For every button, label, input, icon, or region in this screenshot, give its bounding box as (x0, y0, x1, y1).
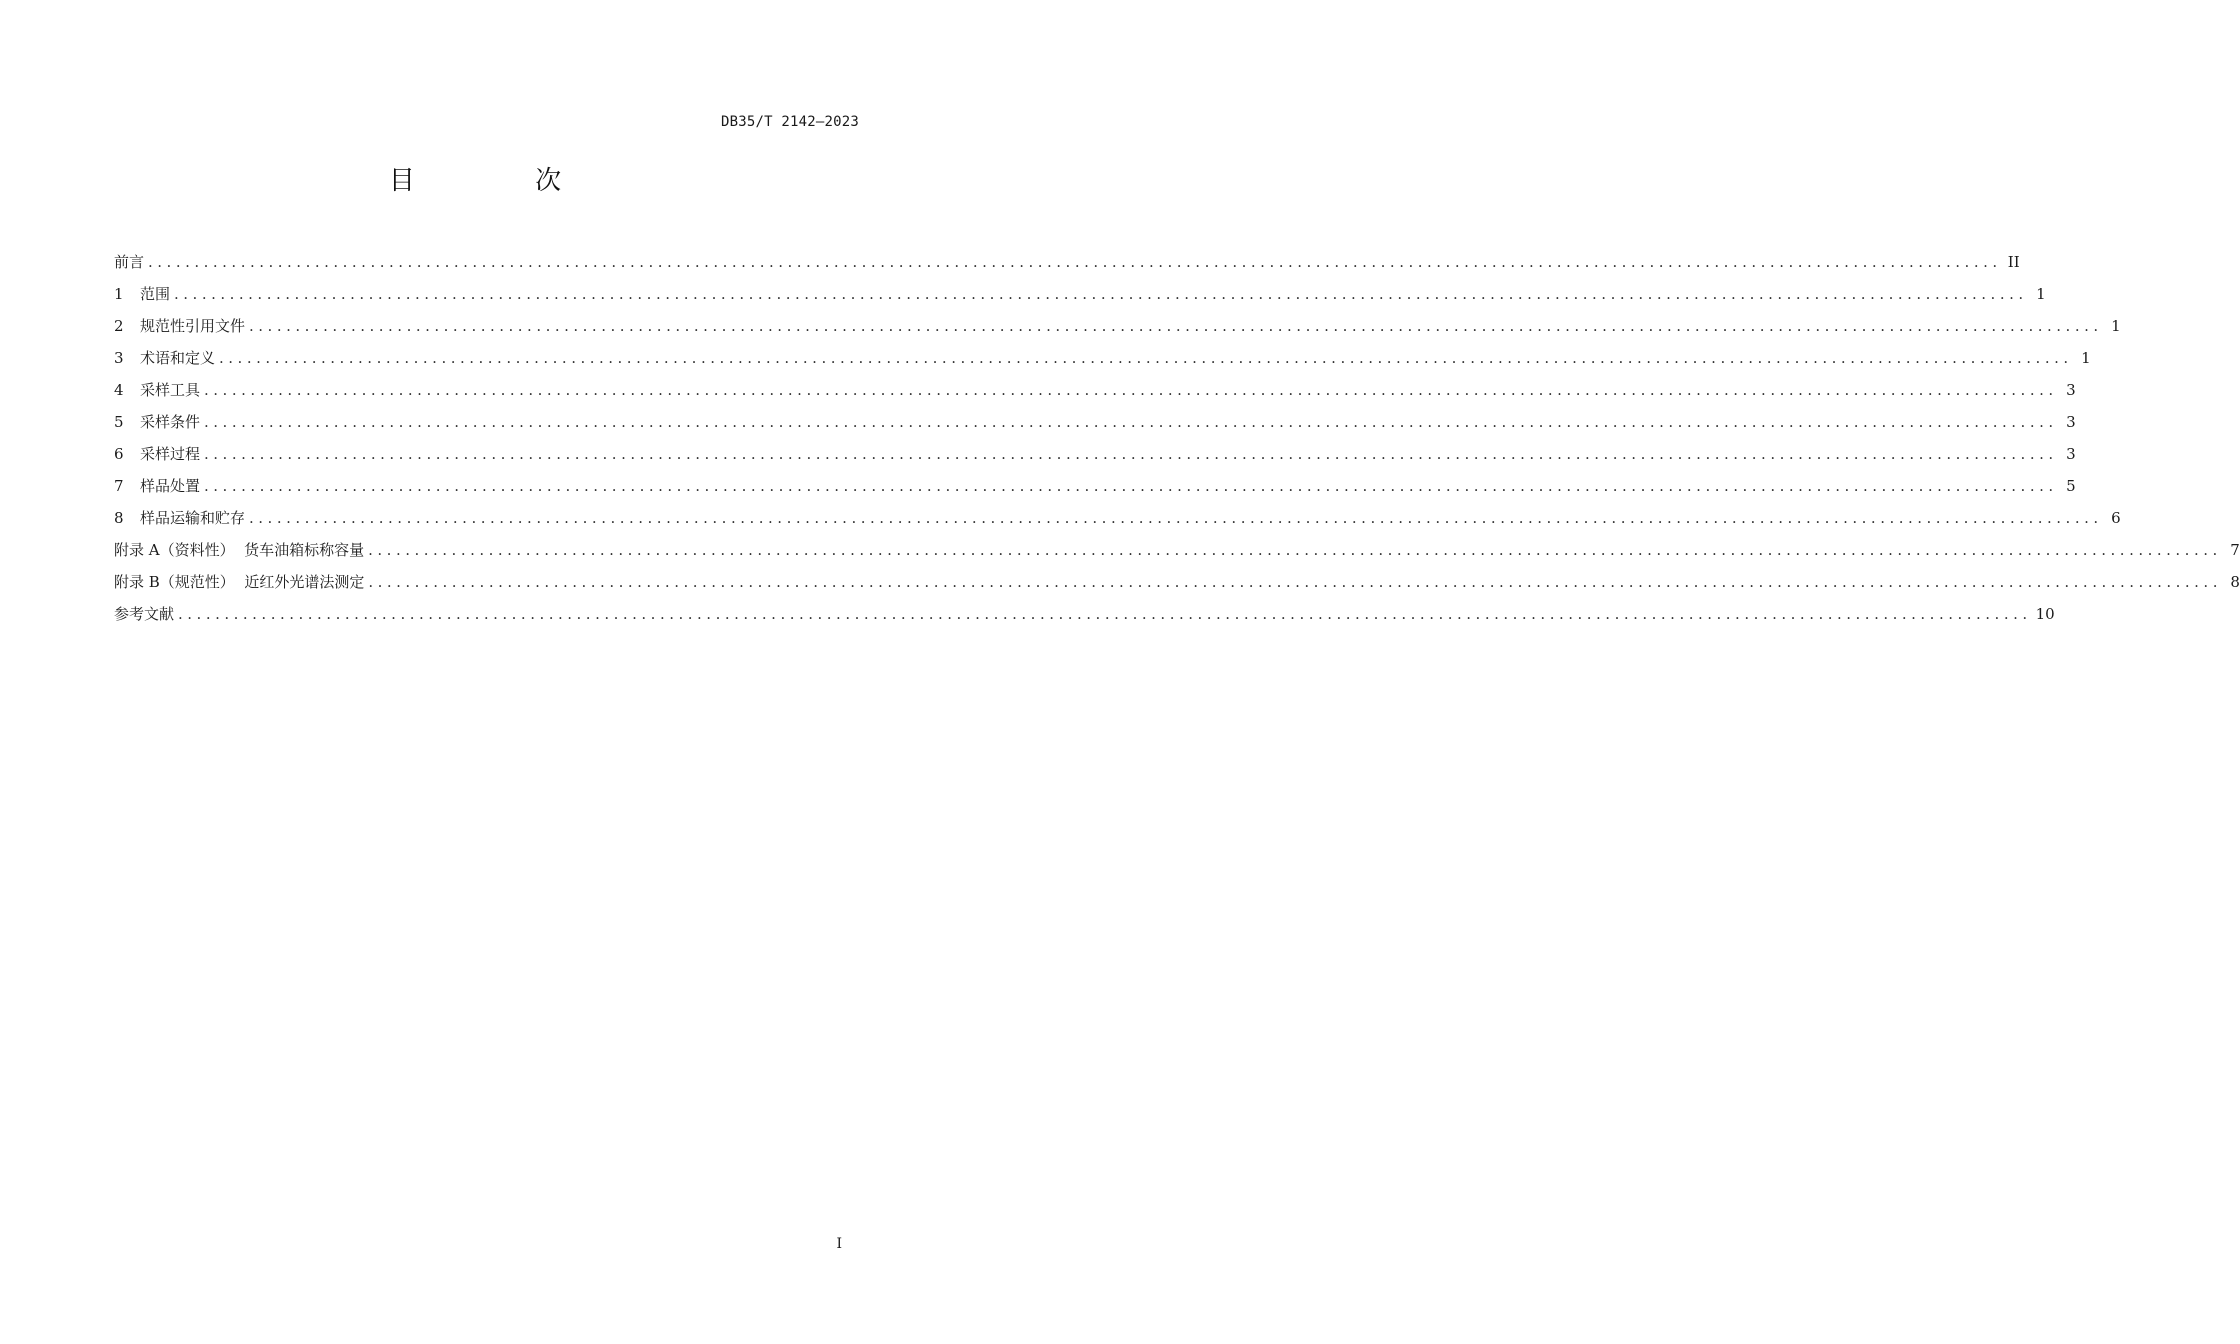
toc-item-page: 8 (2230, 573, 2240, 591)
toc-item-page: 1 (2036, 285, 2046, 303)
toc-item-label: 术语和定义 (140, 349, 216, 367)
toc-item-page: 7 (2230, 541, 2240, 559)
toc-item-label: 范围 (140, 285, 171, 303)
toc-item-label: 采样条件 (140, 413, 201, 431)
toc-item-page: 6 (2111, 509, 2121, 527)
toc-item-page: 1 (2111, 317, 2121, 335)
toc-item-normative-references[interactable] (114, 312, 2121, 344)
toc-leader-dots: ........................................................................................................................................................................................................ (219, 349, 2073, 367)
toc-leader-dots: ........................................................................................................................................................................................................ (249, 509, 2103, 527)
toc-item-page: II (2007, 253, 2020, 271)
toc-item-terms-definitions[interactable] (114, 344, 2091, 376)
toc-leader-dots: ........................................................................................................................................................................................................ (368, 541, 2222, 559)
toc-item-label: 附录 A（资料性） 货车油箱标称容量 (114, 541, 365, 559)
toc-item-label: 规范性引用文件 (140, 317, 246, 335)
toc-item-page: 10 (2035, 605, 2055, 623)
toc-item-number: 7 (114, 477, 124, 495)
toc-item-page: 3 (2066, 381, 2076, 399)
toc-item-sample-disposal[interactable] (114, 472, 2076, 504)
page-number: I (836, 1236, 842, 1252)
toc-item-page: 5 (2066, 477, 2076, 495)
toc-leader-dots: ........................................................................................................................................................................................................ (148, 253, 2002, 271)
toc-item-label: 采样工具 (140, 381, 201, 399)
table-of-contents (114, 248, 2240, 632)
toc-item-page: 3 (2066, 445, 2076, 463)
toc-item-number: 2 (114, 317, 124, 335)
toc-item-scope[interactable] (114, 280, 2046, 312)
toc-leader-dots: ........................................................................................................................................................................................................ (178, 605, 2032, 623)
toc-item-number: 3 (114, 349, 124, 367)
toc-item-number: 8 (114, 509, 124, 527)
toc-item-number: 1 (114, 285, 124, 303)
toc-leader-dots: ........................................................................................................................................................................................................ (204, 381, 2058, 399)
toc-item-bibliography[interactable] (114, 600, 2055, 632)
toc-item-transport-storage[interactable] (114, 504, 2121, 536)
toc-leader-dots: ........................................................................................................................................................................................................ (204, 445, 2058, 463)
toc-item-label: 采样过程 (140, 445, 201, 463)
toc-title: 目 次 (388, 166, 618, 196)
toc-item-foreword[interactable] (114, 248, 2020, 280)
toc-item-appendix-a[interactable] (114, 536, 2240, 568)
toc-leader-dots: ........................................................................................................................................................................................................ (204, 413, 2058, 431)
toc-leader-dots: ........................................................................................................................................................................................................ (204, 477, 2058, 495)
toc-item-page: 1 (2081, 349, 2091, 367)
toc-item-sampling-conditions[interactable] (114, 408, 2076, 440)
toc-item-label: 参考文献 (114, 605, 175, 623)
toc-item-label: 附录 B（规范性） 近红外光谱法测定 (114, 573, 365, 591)
toc-leader-dots: ........................................................................................................................................................................................................ (249, 317, 2103, 335)
toc-item-number: 6 (114, 445, 124, 463)
toc-item-label: 样品运输和贮存 (140, 509, 246, 527)
toc-leader-dots: ........................................................................................................................................................................................................ (174, 285, 2028, 303)
toc-item-number: 4 (114, 381, 124, 399)
toc-item-number: 5 (114, 413, 124, 431)
toc-item-sampling-process[interactable] (114, 440, 2076, 472)
document-code: DB35/T 2142—2023 (720, 114, 859, 130)
toc-item-label: 前言 (114, 253, 145, 271)
toc-item-label: 样品处置 (140, 477, 201, 495)
toc-item-page: 3 (2066, 413, 2076, 431)
toc-item-sampling-tools[interactable] (114, 376, 2076, 408)
toc-leader-dots: ........................................................................................................................................................................................................ (368, 573, 2222, 591)
toc-item-appendix-b[interactable] (114, 568, 2240, 600)
